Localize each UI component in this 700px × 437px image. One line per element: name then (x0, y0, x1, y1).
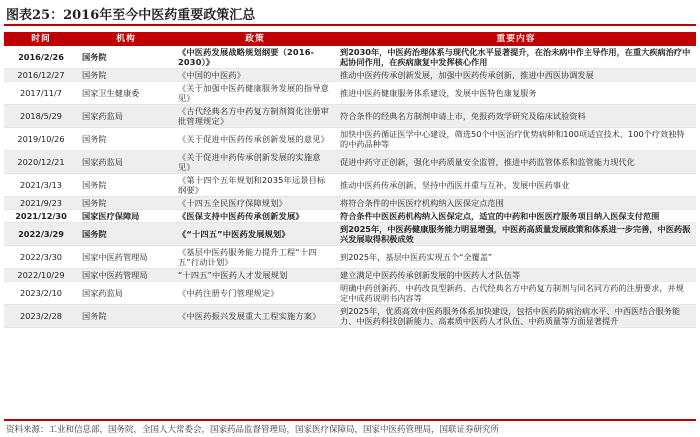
row-policy: “十四五”中医药人才发展规划 (174, 269, 336, 282)
row-time: 2022/10/29 (4, 269, 78, 282)
row-policy: 《中药注册专门管理规定》 (174, 282, 336, 305)
row-time: 2020/12/21 (4, 151, 78, 174)
row-policy: 《十四五全民医疗保障规划》 (174, 197, 336, 210)
row-org: 国家医疗保障局 (78, 210, 174, 223)
row-content: 推动中医药传承创新，坚持中西医并重与互补，发展中医药事业 (336, 174, 696, 197)
row-policy: 《中医药振兴发展重大工程实施方案》 (174, 305, 336, 328)
row-content: 促进中药守正创新，强化中药质量安全监管，推进中药监管体系和监管能力现代化 (336, 151, 696, 174)
table-row (4, 82, 696, 105)
row-time: 2017/11/7 (4, 82, 78, 105)
row-org: 国家卫生健康委 (78, 82, 174, 105)
table-row (4, 46, 696, 69)
source-divider (4, 419, 696, 421)
source-note: 资料来源：工业和信息部，国务院，全国人大常委会，国家药品监督管理局，国家医疗保障局，国家中医药管理局，国联证券研究所 (6, 425, 500, 435)
row-content: 明确中药创新药、中药改良型新药、古代经典名方中药复方制剂与同名同方药的注册要求，并规定中成药说明书内容等 (336, 282, 696, 305)
row-org: 国家中医药管理局 (78, 269, 174, 282)
row-time: 2021/3/13 (4, 174, 78, 197)
table-row (4, 223, 696, 246)
row-content: 符合条件中医医药机构纳入医保定点，适宜的中药和中医医疗服务项目纳入医保支付范围 (336, 210, 696, 223)
table-row (4, 151, 696, 174)
table-row (4, 246, 696, 269)
policy-table (4, 32, 696, 328)
row-time: 2021/12/30 (4, 210, 78, 223)
figure-title: 图表25：2016年至今中医药重要政策汇总 (6, 8, 256, 23)
table-row (4, 174, 696, 197)
row-policy: 《关于加强中医药健康服务发展的指导意见》 (174, 82, 336, 105)
row-time: 2021/9/23 (4, 197, 78, 210)
row-policy: 《基层中医药服务能力提升工程“十四五”行动计划》 (174, 246, 336, 269)
table-row (4, 305, 696, 328)
table-row (4, 105, 696, 128)
row-org: 国家药监局 (78, 151, 174, 174)
row-org: 国务院 (78, 197, 174, 210)
header-content: 重要内容 (336, 32, 696, 46)
row-policy: 《“十四五”中医药发展规划》 (174, 223, 336, 246)
row-policy: 《关于促进中药传承创新发展的实施意见》 (174, 151, 336, 174)
row-content: 加快中医药循证医学中心建设，筛选50个中医治疗优势病种和100项适宜技术、100个疗效独特的中药品种等 (336, 128, 696, 151)
row-org: 国务院 (78, 69, 174, 82)
table-row (4, 69, 696, 82)
row-time: 2016/12/27 (4, 69, 78, 82)
row-content: 到2025年，基层中医药实现五个“全覆盖” (336, 246, 696, 269)
table-header-row (4, 32, 696, 46)
row-org: 国家药监局 (78, 105, 174, 128)
row-content: 推进中医药健康服务体系建设，发展中医特色康复服务 (336, 82, 696, 105)
header-org: 机构 (78, 32, 174, 46)
row-content: 符合条件的经典名方制剂申请上市，免报药效学研究及临床试验资料 (336, 105, 696, 128)
row-policy: 《中医药发展战略规划纲要（2016-2030）》 (174, 46, 336, 69)
row-policy: 《关于促进中医药传承创新发展的意见》 (174, 128, 336, 151)
table-row (4, 269, 696, 282)
row-time: 2022/3/30 (4, 246, 78, 269)
row-content: 推动中医药传承创新发展，加强中医药传承创新，推进中西医协调发展 (336, 69, 696, 82)
table-row (4, 197, 696, 210)
row-policy: 《中国的中医药》 (174, 69, 336, 82)
header-time: 时间 (4, 32, 78, 46)
row-time: 2018/5/29 (4, 105, 78, 128)
row-org: 国务院 (78, 223, 174, 246)
row-content: 将符合条件的中医医疗机构纳入医保定点范围 (336, 197, 696, 210)
table-row (4, 128, 696, 151)
row-time: 2022/3/29 (4, 223, 78, 246)
row-time: 2016/2/26 (4, 46, 78, 69)
header-policy: 政策 (174, 32, 336, 46)
row-content: 到2030年，中医药治理体系与现代化水平显著提升，在治未病中作主导作用，在重大疾病治疗中起协同作用，在疾病康复中发挥核心作用 (336, 46, 696, 69)
row-content: 到2025年，优质高效中医药服务体系加快建设，包括中医药防病治病水平、中西医结合服务能力、中医药科技创新能力、高素质中医药人才队伍、中药质量等方面显著提升 (336, 305, 696, 328)
row-time: 2023/2/10 (4, 282, 78, 305)
row-policy: 《古代经典名方中药复方制剂简化注册审批管理规定》 (174, 105, 336, 128)
row-content: 建立满足中医药传承创新发展的中医药人才队伍等 (336, 269, 696, 282)
row-org: 国家中医药管理局 (78, 246, 174, 269)
row-org: 国务院 (78, 128, 174, 151)
row-org: 国务院 (78, 305, 174, 328)
row-content: 到2025年，中医药健康服务能力明显增强，中医药高质量发展政策和体系进一步完善，中医药振兴发展取得积极成效 (336, 223, 696, 246)
row-org: 国务院 (78, 46, 174, 69)
table-row (4, 210, 696, 223)
table-row (4, 282, 696, 305)
row-policy: 《医保支持中医药传承创新发展》 (174, 210, 336, 223)
row-policy: 《第十四个五年规划和2035年远景目标纲要》 (174, 174, 336, 197)
row-time: 2023/2/28 (4, 305, 78, 328)
row-time: 2019/10/26 (4, 128, 78, 151)
row-org: 国家药监局 (78, 282, 174, 305)
title-divider (4, 24, 696, 26)
row-org: 国务院 (78, 174, 174, 197)
